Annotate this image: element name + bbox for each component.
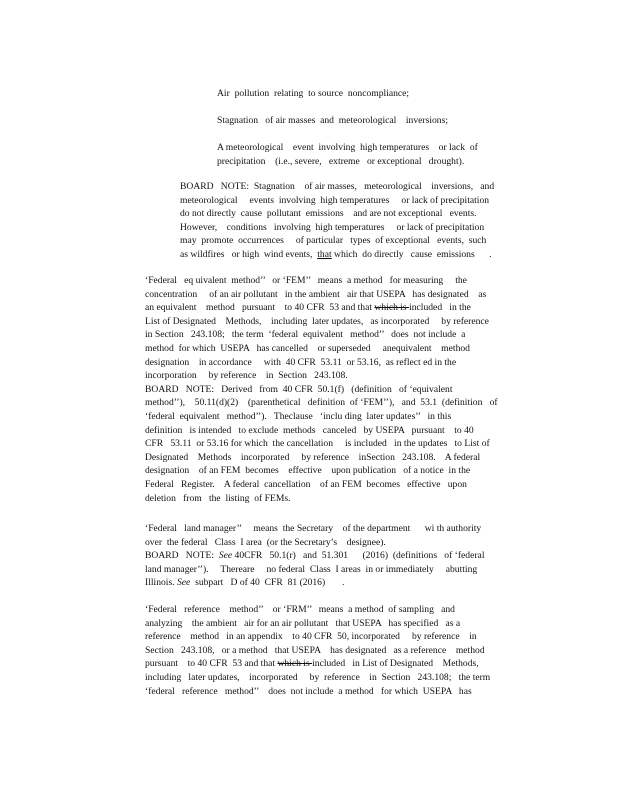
definition-fem: ‘Federal eq uivalent method’’ or ‘FEM’’ means a method for measuring the concentration of an air pollutant in the ambient air that USEPA has designated as an equivalent method pursuant to 40 CFR 53 and that which is included in the List of Designated Methods, including later updates, as incorporated by reference in Section 243.108; the term ‘federal equivalent method’’ does not include a method for which USEPA has cancelled or superseded anequivalent method designation in accordance with 40 CFR 53.11 or 53.16, as reflect ed in the incorporation by reference in Section 243.108. BOARD NOTE: Derived from 40 CFR 50.1(f) (definition of ‘equivalent method’’), 50.11(d)(2) (parenthetical definition of ‘FEM’’), and 53.1 (definition of ‘federal equivalent method’’). Theclause ‘inclu ding later updates’’ in this definition is intended to exclude methods canceled by USEPA pursuant to 40 CFR 53.11 or 53.16 for which the cancellation is included in the updates to List of Designated Methods incorporated by reference inSection 243.108. A federal designation of an FEM becomes effective upon publication of a notice in the Federal Register. A federal cancellation of an FEM becomes effective upon deletion from the listing of FEMs. — [145, 275, 498, 504]
board-note-exceptional-events: BOARD NOTE: Stagnation of air masses, meteorological inversions, and meteorological events involving high temperatures or lack of precipitation do not directly cause pollutant emissions and are not exceptional events. However, conditions involving high temperatures or lack of precipitation may promote occurrences of particular types of exceptional events, such as wildfires or high wind events, that which do directly cause emissions . — [180, 181, 495, 260]
definition-frm: ‘Federal reference method’’ or ‘FRM’’ means a method of sampling and analyzing the ambient air for an air pollutant that USEPA has specified as a reference method in an appendix to 40 CFR 50, incorporated by reference in Section 243.108, or a method that USEPA has designated as a reference method pursuant to 40 CFR 53 and that which is included in List of Designated Methods, including later updates, incorporated by reference in Section 243.108; the term ‘federal reference method’’ does not include a method for which USEPA has — [145, 604, 491, 697]
definition-federal-land-manager: ‘Federal land manager’’ means the Secretary of the department wi th authority over the federal Class I area (or the Secretary’s designee). BOARD NOTE: See 40CFR 50.1(r) and 51.301 (2016) (definitions of ‘federal land manager’’). Thereare no federal Class I areas in or immediately abutting Illinois. See subpart D of 40 CFR 81 (2016) . — [145, 523, 485, 589]
list-item-source-noncompliance: Air pollution relating to source noncompliance; — [217, 88, 410, 99]
list-item-meteorological-event: A meteorological event involving high temperatures or lack of precipitation (i.e., severe, extreme or exceptional drought). — [217, 142, 478, 167]
list-item-stagnation: Stagnation of air masses and meteorological inversions; — [217, 115, 448, 126]
